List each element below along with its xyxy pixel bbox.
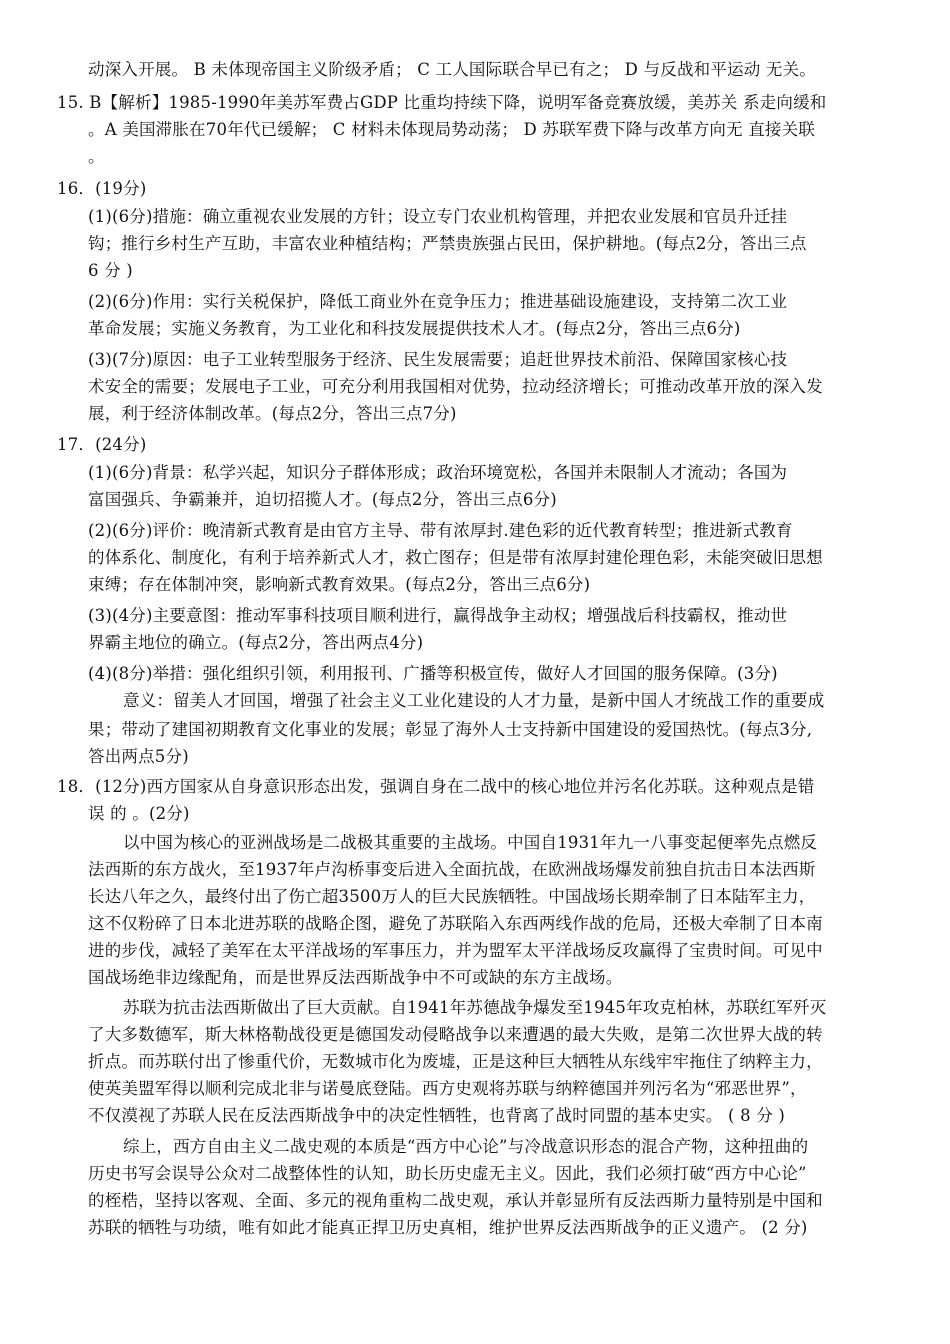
question-17-heading: 17．(24分)	[57, 435, 147, 454]
text-line: 使英美盟军得以顺利完成北非与诺曼底登陆。西方史观将苏联与纳粹德国并列污名为“邪恶世界”，	[88, 1079, 807, 1098]
text-line: 果；带动了建国初期教育文化事业的发展；彰显了海外人士支持新中国建设的爱国热忱。(每点3分,	[88, 720, 813, 739]
text-line: 长达八年之久，最终付出了伤亡超3500万人的巨大民族牺牲。中国战场长期牵制了日本陆军主力，	[88, 887, 816, 906]
text-line: 意义：留美人才回国，增强了社会主义工业化建设的人才力量，是新中国人才统战工作的重要成	[123, 691, 825, 710]
text-line: 苏联为抗击法西斯做出了巨大贡献。自1941年苏德战争爆发至1945年攻克柏林，苏联红军歼灭	[123, 998, 827, 1017]
text-line: (2)(6分)作用：实行关税保护，降低工商业外在竞争压力；推进基础设施建设，支持第二次工业	[88, 292, 788, 311]
text-line: (1)(6分)背景：私学兴起，知识分子群体形成；政治环境宽松，各国并未限制人才流动；各国为	[88, 463, 788, 482]
text-line: 束缚；存在体制冲突，影响新式教育效果。(每点2分，答出三点6分)	[88, 575, 591, 594]
text-line: 误 的 。(2分)	[88, 804, 190, 823]
text-line: 不仅漠视了苏联人民在反法西斯战争中的决定性牺牲，也背离了战时同盟的基本史实。 ( 8 分 )	[88, 1106, 786, 1125]
text-line: 折点。而苏联付出了惨重代价，无数城市化为废墟，正是这种巨大牺牲从东线牢牢拖住了纳粹主力，	[88, 1052, 823, 1071]
text-line: 界霸主地位的确立。(每点2分，答出两点4分)	[88, 633, 424, 652]
text-line: 钩；推行乡村生产互助，丰富农业种植结构；严禁贵族强占民田，保护耕地。(每点2分，答出三点	[88, 234, 807, 253]
text-line: 。	[88, 147, 105, 166]
text-line: 进的步伐，减轻了美军在太平洋战场的军事压力，并为盟军太平洋战场反攻赢得了宝贵时间。可见中	[88, 941, 823, 960]
text-line: 答出两点5分)	[88, 747, 189, 766]
text-line: 苏联的牺牲与功绩，唯有如此才能真正捍卫历史真相，维护世界反法西斯战争的正义遗产。 (2 分)	[88, 1218, 808, 1237]
question-15-line: 15. B【解析】1985-1990年美苏军费占GDP 比重均持续下降，说明军备竞赛放缓，美苏关 系走向缓和	[57, 93, 827, 112]
text-line: 了大多数德军，斯大林格勒战役更是德国发动侵略战争以来遭遇的最大失败，是第二次世界大战的转	[88, 1025, 823, 1044]
text-line: 这不仅粉碎了日本北进苏联的战略企图，避免了苏联陷入东西两线作战的危局，还极大牵制了日本南	[88, 914, 823, 933]
text-line: (1)(6分)措施：确立重视农业发展的方针；设立专门农业机构管理，并把农业发展和官员升迁挂	[88, 207, 788, 226]
text-line: 以中国为核心的亚洲战场是二战极其重要的主战场。中国自1931年九一八事变起便率先点燃反	[123, 833, 818, 852]
question-18-line: 18．(12分)西方国家从自身意识形态出发，强调自身在二战中的核心地位并污名化苏联。这种观点是错	[57, 777, 815, 796]
text-line: 的桎梏，坚持以客观、全面、多元的视角重构二战史观，承认并彰显所有反法西斯力量特别是中国和	[88, 1191, 823, 1210]
question-16-heading: 16．(19分)	[57, 179, 147, 198]
text-line: 法西斯的东方战火，至1937年卢沟桥事变后进入全面抗战，在欧洲战场爆发前独自抗击日本法西斯	[88, 860, 816, 879]
text-line: (3)(4分)主要意图：推动军事科技项目顺利进行，赢得战争主动权；增强战后科技霸权，推动世	[88, 606, 788, 625]
text-line: (2)(6分)评价：晚清新式教育是由官方主导、带有浓厚封.建色彩的近代教育转型；推进新式教育	[88, 521, 793, 540]
text-line: (3)(7分)原因：电子工业转型服务于经济、民生发展需要；追赶世界技术前沿、保障国家核心技	[88, 350, 788, 369]
text-line: 综上，西方自由主义二战史观的本质是“西方中心论”与冷战意识形态的混合产物，这种扭曲的	[123, 1137, 809, 1156]
text-line: 动深入开展。 B 未体现帝国主义阶级矛盾； C 工人国际联合早已有之； D 与反战和平运动 无关。	[88, 60, 816, 79]
text-line: 富国强兵、争霸兼并，迫切招揽人才。(每点2分，答出三点6分)	[88, 490, 557, 509]
text-line: (4)(8分)举措：强化组织引领，利用报刊、广播等积极宣传，做好人才回国的服务保障。(3分)	[88, 664, 778, 683]
text-line: 展，利于经济体制改革。(每点2分，答出三点7分)	[88, 404, 457, 423]
text-line: 国战场绝非边缘配角，而是世界反法西斯战争中不可或缺的东方主战场。	[88, 968, 623, 987]
text-line: 的体系化、制度化，有利于培养新式人才，救亡图存；但是带有浓厚封建伦理色彩，未能突破旧思想	[88, 548, 823, 567]
text-line: 6 分 )	[88, 261, 133, 280]
text-line: 。A 美国滞胀在70年代已缓解； C 材料未体现局势动荡； D 苏联军费下降与改革方向无 直接关联	[88, 120, 816, 139]
text-line: 术安全的需要；发展电子工业，可充分利用我国相对优势，拉动经济增长；可推动改革开放的深入发	[88, 377, 823, 396]
text-line: 历史书写会误导公众对二战整体性的认知，助长历史虚无主义。因此，我们必须打破“西方中心论”	[88, 1164, 807, 1183]
text-line: 革命发展；实施义务教育，为工业化和科技发展提供技术人才。(每点2分，答出三点6分)	[88, 319, 741, 338]
